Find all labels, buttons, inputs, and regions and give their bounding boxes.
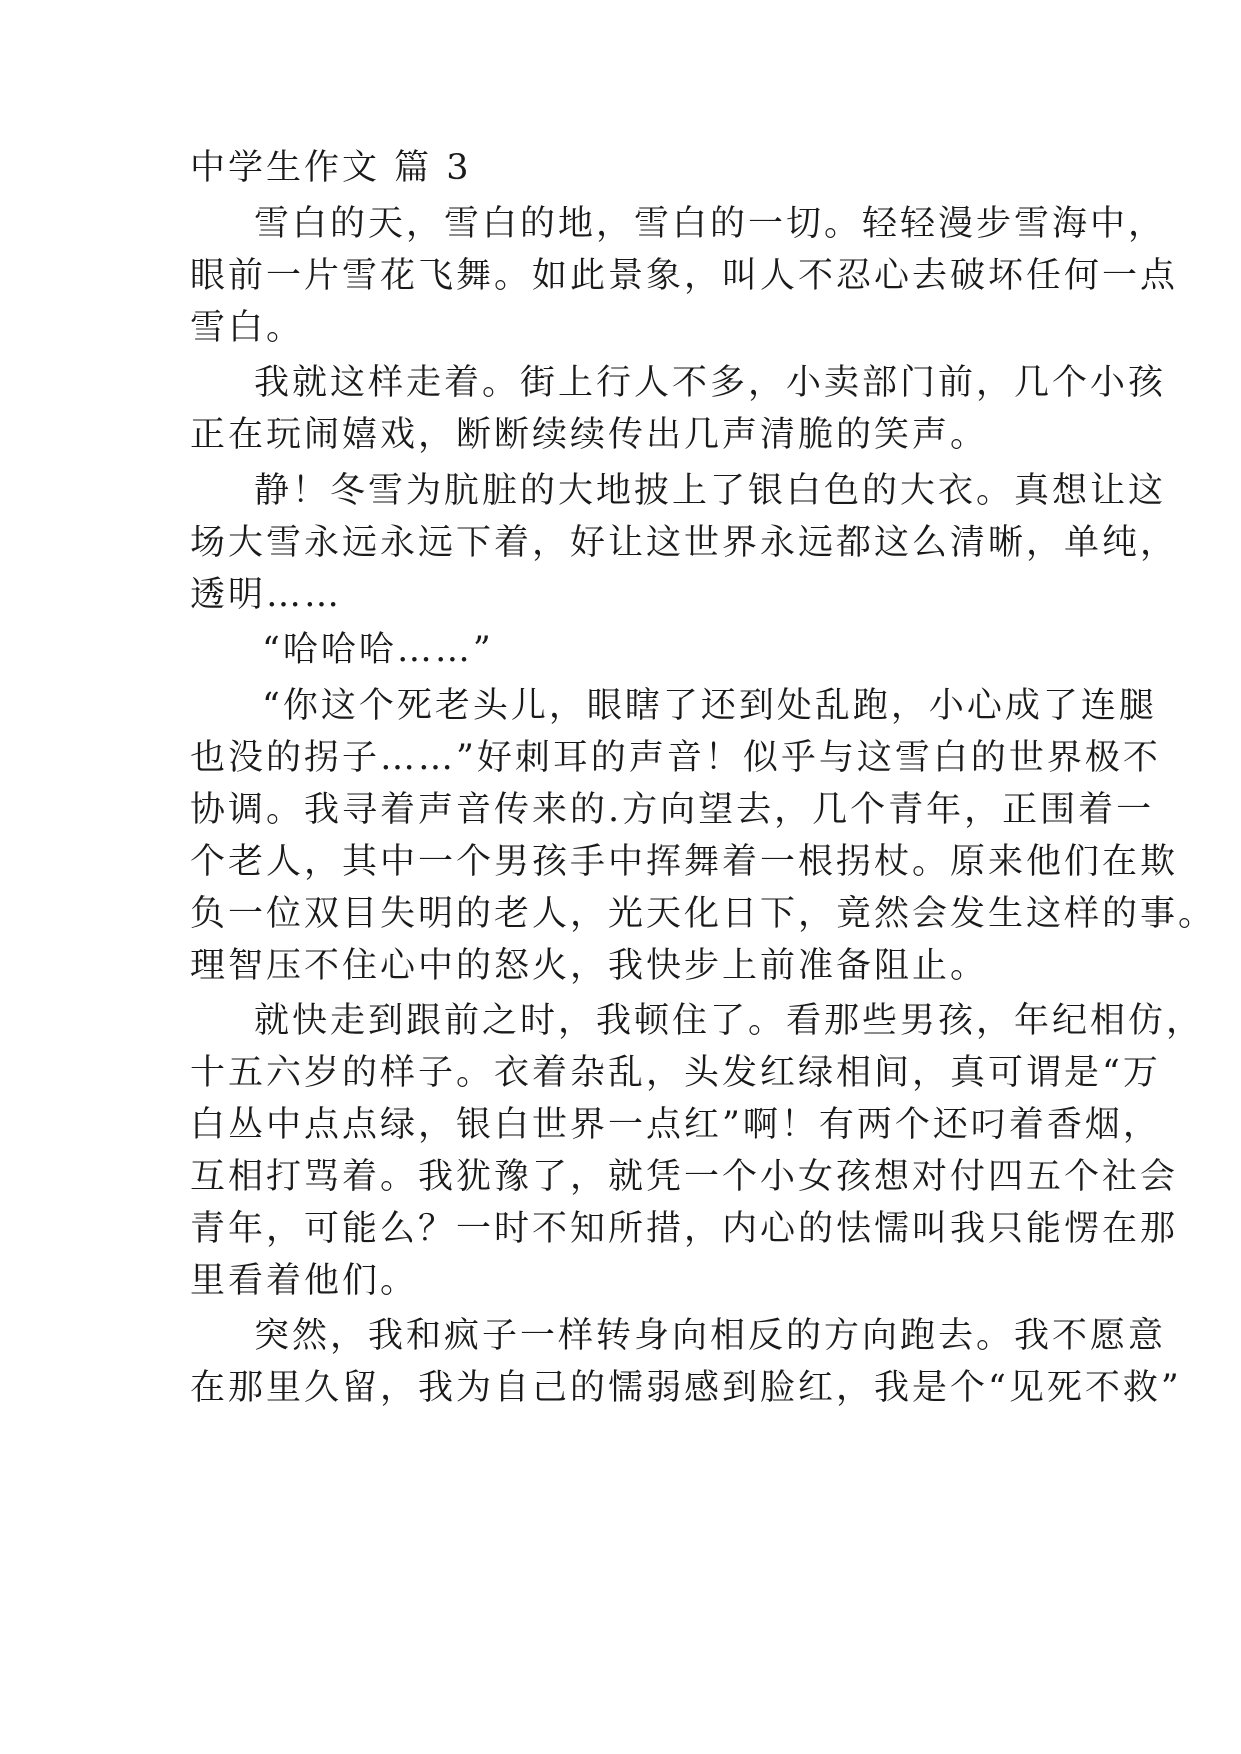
paragraph-line: 个老人，其中一个男孩手中挥舞着一根拐杖。原来他们在欺 bbox=[190, 842, 1179, 882]
paragraph-line: “你这个死老头儿，眼瞎了还到处乱跑，小心成了连腿 bbox=[262, 686, 1157, 726]
paragraph-line: 透明…… bbox=[190, 575, 343, 615]
paragraph-line: 协调。我寻着声音传来的.方向望去，几个青年，正围着一 bbox=[190, 790, 1155, 830]
paragraph-line: 雪白。 bbox=[190, 308, 305, 348]
paragraph-line: 雪白的天，雪白的地，雪白的一切。轻轻漫步雪海中， bbox=[254, 204, 1167, 244]
paragraph-line: 负一位双目失明的老人，光天化日下，竟然会发生这样的事。 bbox=[190, 894, 1217, 934]
paragraph-line: 互相打骂着。我犹豫了，就凭一个小女孩想对付四五个社会 bbox=[190, 1157, 1179, 1197]
essay-heading: 中学生作文 篇 3 bbox=[190, 148, 472, 188]
paragraph-line: 正在玩闹嬉戏，断断续续传出几声清脆的笑声。 bbox=[190, 415, 989, 455]
paragraph-line: 白丛中点点绿，银白世界一点红”啊！有两个还叼着香烟， bbox=[190, 1105, 1161, 1145]
paragraph-line: 也没的拐子……”好刺耳的声音！似乎与这雪白的世界极不 bbox=[190, 738, 1161, 778]
paragraph-line: 就快走到跟前之时，我顿住了。看那些男孩，年纪相仿， bbox=[254, 1001, 1205, 1041]
paragraph-line: 在那里久留，我为自己的懦弱感到脸红，我是个“见死不救” bbox=[190, 1368, 1182, 1408]
paragraph-line: 十五六岁的样子。衣着杂乱，头发红绿相间，真可谓是“万 bbox=[190, 1053, 1161, 1093]
paragraph-line: 理智压不住心中的怒火，我快步上前准备阻止。 bbox=[190, 946, 989, 986]
paragraph-line: 我就这样走着。街上行人不多，小卖部门前，几个小孩 bbox=[254, 363, 1167, 403]
paragraph-line: 里看着他们。 bbox=[190, 1261, 419, 1301]
paragraph-line: “哈哈哈……” bbox=[262, 630, 494, 670]
paragraph-line: 青年，可能么？一时不知所措，内心的怯懦叫我只能愣在那 bbox=[190, 1209, 1179, 1249]
paragraph-line: 眼前一片雪花飞舞。如此景象，叫人不忍心去破坏任何一点 bbox=[190, 256, 1179, 296]
paragraph-line: 突然，我和疯子一样转身向相反的方向跑去。我不愿意 bbox=[254, 1316, 1167, 1356]
paragraph-line: 场大雪永远永远下着，好让这世界永远都这么清晰，单纯， bbox=[190, 523, 1179, 563]
paragraph-line: 静！冬雪为肮脏的大地披上了银白色的大衣。真想让这 bbox=[254, 471, 1167, 511]
